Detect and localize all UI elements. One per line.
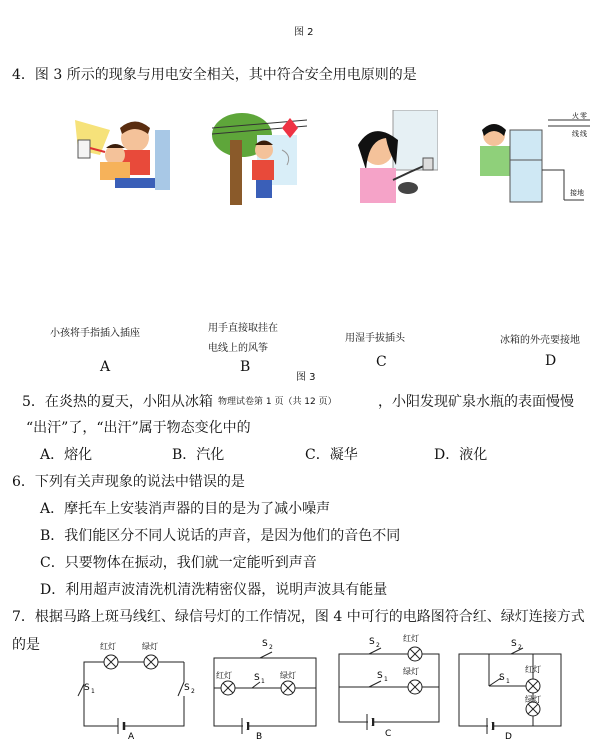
caption-d: 冰箱的外壳要接地 [500,335,580,346]
caption-c-letter: C [376,354,387,370]
figure-3d-image [472,110,592,205]
page-footer: 物理试卷第 1 页（共 12 页） [218,397,337,407]
caption-a-letter: A [100,359,111,375]
q6-option-c: C．只要物体在振动，我们就一定能听到声音 [40,555,317,571]
svg-text:1: 1 [91,688,95,695]
circuit-a [70,636,200,739]
question-5-line1a: 5．在炎热的夏天，小阳从冰箱 [22,394,213,410]
svg-text:线: 线 [580,130,587,138]
svg-text:接地: 接地 [570,189,584,197]
svg-text:S: S [377,671,383,681]
svg-text:红灯: 红灯 [100,642,116,651]
caption-a: 小孩将手指插入插座 [50,328,140,339]
figure-3c-image [338,110,438,205]
svg-text:A: A [128,732,135,739]
caption-c: 用湿手拔插头 [345,333,405,344]
svg-text:2: 2 [376,642,380,649]
question-7-line2: 的是 [12,637,40,653]
svg-text:绿灯: 绿灯 [525,695,541,704]
question-4-text: 4．图 3 所示的现象与用电安全相关，其中符合安全用电原则的是 [12,67,417,83]
svg-text:2: 2 [191,688,195,695]
svg-text:红灯: 红灯 [403,634,419,643]
svg-text:C: C [385,729,392,739]
svg-text:S: S [84,683,90,693]
figure-3b-image [212,110,307,205]
svg-text:2: 2 [518,644,522,651]
q6-option-b: B．我们能区分不同人说话的声音，是因为他们的音色不同 [40,528,401,544]
q5-option-a: A．熔化 [40,447,93,463]
svg-text:S: S [184,683,190,693]
circuit-b [210,636,320,739]
svg-text:零: 零 [580,112,587,120]
caption-b-line2: 电线上的风筝 [208,343,268,354]
svg-text:1: 1 [506,678,510,685]
caption-d-letter: D [545,353,557,369]
q5-option-c: C．凝华 [305,447,358,463]
svg-text:1: 1 [384,676,388,683]
figure-3a-image [70,110,175,205]
svg-text:火: 火 [572,112,579,120]
caption-b-line1: 用手直接取挂在 [208,323,278,334]
figure-2-label: 图 2 [294,27,314,38]
question-5-line1b: ，小阳发现矿泉水瓶的表面慢慢 [378,394,574,410]
svg-text:绿灯: 绿灯 [280,671,296,680]
circuit-d [455,636,570,739]
q5-option-d: D．液化 [434,447,488,463]
svg-text:S: S [262,639,268,649]
svg-text:S: S [511,639,517,649]
q5-option-b: B．汽化 [172,447,225,463]
svg-text:线: 线 [572,130,579,138]
svg-text:1: 1 [261,678,265,685]
q6-option-a: A．摩托车上安装消声器的目的是为了减小噪声 [40,501,331,517]
svg-text:S: S [254,673,260,683]
svg-text:红灯: 红灯 [525,665,541,674]
svg-text:S: S [369,637,375,647]
question-5-line2: “出汗”了，“出汗”属于物态变化中的 [26,420,251,436]
question-7-line1: 7．根据马路上斑马线红、绿信号灯的工作情况，图 4 中可行的电路图符合红、绿灯连接方式 [12,609,585,625]
svg-text:红灯: 红灯 [216,671,232,680]
question-6-text: 6．下列有关声现象的说法中错误的是 [12,474,245,490]
svg-text:绿灯: 绿灯 [403,667,419,676]
caption-b-letter: B [240,359,251,375]
circuit-c [335,632,445,739]
q6-option-d: D．利用超声波清洗机清洗精密仪器，说明声波具有能量 [40,582,388,598]
svg-text:D: D [505,732,512,739]
svg-text:2: 2 [269,644,273,651]
svg-text:绿灯: 绿灯 [142,642,158,651]
svg-text:S: S [499,673,505,683]
figure-3-label: 图 3 [296,372,316,383]
socket-icon [78,140,90,158]
svg-text:B: B [256,732,263,739]
